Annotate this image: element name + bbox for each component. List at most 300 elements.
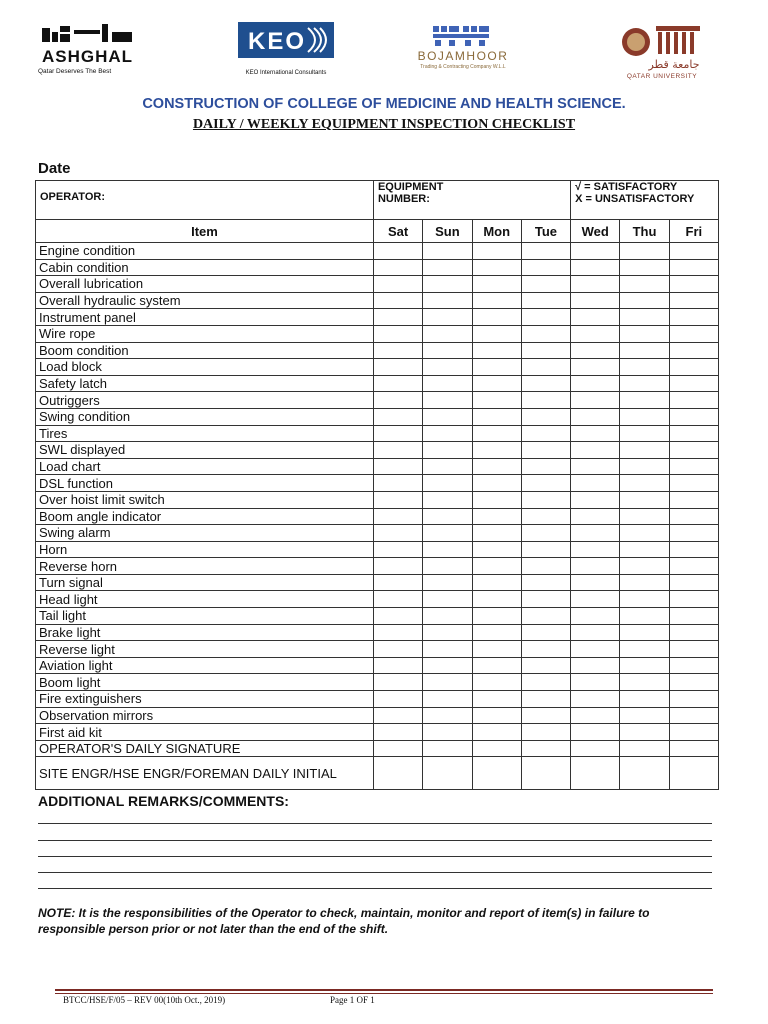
check-cell[interactable] [620, 359, 669, 376]
check-cell[interactable] [571, 641, 620, 658]
check-cell[interactable] [423, 325, 472, 342]
table-row [36, 475, 719, 492]
check-cell[interactable] [620, 724, 669, 741]
document-subtitle: DAILY / WEEKLY EQUIPMENT INSPECTION CHECKLIST [192, 117, 576, 132]
check-cell[interactable] [620, 276, 669, 293]
check-cell[interactable] [571, 757, 620, 790]
check-cell[interactable] [373, 541, 422, 558]
check-cell[interactable] [669, 259, 718, 276]
check-cell[interactable] [373, 292, 422, 309]
checklist-item-label: Aviation light [36, 657, 374, 674]
check-cell[interactable] [571, 624, 620, 641]
check-cell[interactable] [423, 442, 472, 459]
check-cell[interactable] [669, 458, 718, 475]
check-cell[interactable] [669, 359, 718, 376]
check-cell[interactable] [373, 757, 422, 790]
check-cell[interactable] [472, 558, 521, 575]
check-cell[interactable] [571, 292, 620, 309]
check-cell[interactable] [472, 309, 521, 326]
check-cell[interactable] [521, 674, 570, 691]
ashghal-tagline: Qatar Deserves The Best [38, 68, 112, 75]
check-cell[interactable] [521, 458, 570, 475]
keo-mark-icon [238, 22, 334, 58]
check-cell[interactable] [373, 707, 422, 724]
check-cell[interactable] [423, 591, 472, 608]
table-row [36, 724, 719, 741]
check-cell[interactable] [423, 657, 472, 674]
check-cell[interactable] [620, 325, 669, 342]
check-cell[interactable] [423, 243, 472, 260]
check-cell[interactable] [373, 608, 422, 625]
check-cell[interactable] [620, 442, 669, 459]
check-cell[interactable] [373, 657, 422, 674]
table-row [36, 674, 719, 691]
check-cell[interactable] [669, 657, 718, 674]
check-cell[interactable] [373, 259, 422, 276]
check-cell[interactable] [423, 392, 472, 409]
check-cell[interactable] [669, 475, 718, 492]
check-cell[interactable] [373, 342, 422, 359]
check-cell[interactable] [472, 292, 521, 309]
table-row [36, 574, 719, 591]
checklist-item-label: Tail light [36, 608, 374, 625]
check-cell[interactable] [620, 757, 669, 790]
check-cell[interactable] [521, 641, 570, 658]
checklist-item-label: Instrument panel [36, 309, 374, 326]
check-cell[interactable] [521, 425, 570, 442]
check-cell[interactable] [423, 641, 472, 658]
equipment-number-field[interactable] [373, 181, 570, 220]
check-cell[interactable] [571, 574, 620, 591]
check-cell[interactable] [571, 442, 620, 459]
checklist-item-label: Fire extinguishers [36, 691, 374, 708]
check-cell[interactable] [571, 591, 620, 608]
table-row [36, 375, 719, 392]
check-cell[interactable] [521, 342, 570, 359]
check-cell[interactable] [373, 425, 422, 442]
check-cell[interactable] [521, 309, 570, 326]
check-cell[interactable] [620, 608, 669, 625]
check-cell[interactable] [373, 591, 422, 608]
check-cell[interactable] [373, 392, 422, 409]
check-cell[interactable] [472, 425, 521, 442]
check-cell[interactable] [373, 724, 422, 741]
check-cell[interactable] [669, 375, 718, 392]
check-cell[interactable] [620, 591, 669, 608]
check-cell[interactable] [423, 558, 472, 575]
check-cell[interactable] [669, 243, 718, 260]
check-cell[interactable] [571, 724, 620, 741]
checklist-item-label: Safety latch [36, 375, 374, 392]
check-cell[interactable] [521, 624, 570, 641]
check-cell[interactable] [521, 525, 570, 542]
checklist-item-label: Turn signal [36, 574, 374, 591]
check-cell[interactable] [521, 375, 570, 392]
check-cell[interactable] [571, 408, 620, 425]
check-cell[interactable] [571, 342, 620, 359]
check-cell[interactable] [571, 359, 620, 376]
check-cell[interactable] [423, 342, 472, 359]
check-cell[interactable] [472, 491, 521, 508]
bojamhoor-tagline: Trading & Contracting Company W.L.L [420, 64, 506, 70]
table-row [36, 259, 719, 276]
check-cell[interactable] [423, 359, 472, 376]
check-cell[interactable] [373, 442, 422, 459]
check-cell[interactable] [423, 707, 472, 724]
svg-text:KEO: KEO [248, 28, 307, 55]
check-cell[interactable] [472, 325, 521, 342]
remarks-line[interactable] [38, 823, 712, 824]
legend-cell [571, 181, 719, 220]
check-cell[interactable] [472, 276, 521, 293]
check-cell[interactable] [669, 508, 718, 525]
check-cell[interactable] [571, 707, 620, 724]
keo-logo [238, 22, 334, 92]
day-header-row [36, 220, 719, 243]
check-cell[interactable] [373, 475, 422, 492]
check-cell[interactable] [571, 657, 620, 674]
check-cell[interactable] [423, 691, 472, 708]
check-cell[interactable] [521, 558, 570, 575]
check-cell[interactable] [571, 458, 620, 475]
check-cell[interactable] [620, 624, 669, 641]
date-label: Date [38, 160, 71, 177]
checklist-item-label: Swing condition [36, 408, 374, 425]
check-cell[interactable] [669, 276, 718, 293]
operator-field[interactable] [36, 181, 374, 220]
table-header-row [36, 181, 719, 220]
check-cell[interactable] [373, 458, 422, 475]
table-row [36, 740, 719, 757]
remarks-line[interactable] [38, 872, 712, 873]
check-cell[interactable] [423, 259, 472, 276]
check-cell[interactable] [571, 525, 620, 542]
check-cell[interactable] [521, 574, 570, 591]
check-cell[interactable] [669, 757, 718, 790]
check-cell[interactable] [521, 591, 570, 608]
check-cell[interactable] [521, 608, 570, 625]
check-cell[interactable] [571, 276, 620, 293]
check-cell[interactable] [423, 375, 472, 392]
check-cell[interactable] [620, 558, 669, 575]
check-cell[interactable] [373, 325, 422, 342]
check-cell[interactable] [472, 458, 521, 475]
check-cell[interactable] [472, 591, 521, 608]
check-cell[interactable] [521, 724, 570, 741]
check-cell[interactable] [571, 392, 620, 409]
check-cell[interactable] [571, 375, 620, 392]
check-cell[interactable] [423, 475, 472, 492]
check-cell[interactable] [620, 458, 669, 475]
checklist-item-label: Wire rope [36, 325, 374, 342]
table-row [36, 591, 719, 608]
check-cell[interactable] [423, 276, 472, 293]
page-number: Page 1 OF 1 [330, 995, 375, 1005]
checklist-item-label: Boom condition [36, 342, 374, 359]
check-cell[interactable] [620, 375, 669, 392]
check-cell[interactable] [669, 309, 718, 326]
check-cell[interactable] [669, 292, 718, 309]
check-cell[interactable] [521, 442, 570, 459]
check-cell[interactable] [423, 674, 472, 691]
check-cell[interactable] [571, 608, 620, 625]
svg-text:ASHGHAL: ASHGHAL [42, 47, 134, 66]
check-cell[interactable] [571, 674, 620, 691]
check-cell[interactable] [521, 259, 570, 276]
check-cell[interactable] [521, 541, 570, 558]
check-cell[interactable] [620, 707, 669, 724]
check-cell[interactable] [521, 491, 570, 508]
check-cell[interactable] [571, 491, 620, 508]
check-cell[interactable] [620, 674, 669, 691]
check-cell[interactable] [423, 491, 472, 508]
check-cell[interactable] [423, 425, 472, 442]
check-cell[interactable] [521, 508, 570, 525]
check-cell[interactable] [373, 740, 422, 757]
check-cell[interactable] [373, 359, 422, 376]
table-row [36, 392, 719, 409]
check-cell[interactable] [423, 757, 472, 790]
checklist-item-label: Swing alarm [36, 525, 374, 542]
item-header: Item [36, 220, 374, 243]
check-cell[interactable] [669, 442, 718, 459]
check-cell[interactable] [373, 309, 422, 326]
check-cell[interactable] [521, 292, 570, 309]
checklist-item-label: Load block [36, 359, 374, 376]
check-cell[interactable] [472, 442, 521, 459]
check-cell[interactable] [521, 408, 570, 425]
checklist-item-label: First aid kit [36, 724, 374, 741]
check-cell[interactable] [620, 408, 669, 425]
table-row [36, 707, 719, 724]
check-cell[interactable] [669, 425, 718, 442]
day-header: Thu [620, 220, 669, 243]
check-cell[interactable] [669, 691, 718, 708]
check-cell[interactable] [373, 243, 422, 260]
check-cell[interactable] [373, 558, 422, 575]
check-cell[interactable] [571, 740, 620, 757]
check-cell[interactable] [620, 243, 669, 260]
equipment-label-line2: NUMBER: [377, 193, 430, 205]
check-cell[interactable] [373, 691, 422, 708]
check-cell[interactable] [472, 541, 521, 558]
check-cell[interactable] [472, 392, 521, 409]
check-cell[interactable] [373, 408, 422, 425]
check-cell[interactable] [423, 525, 472, 542]
checklist-item-label: OPERATOR'S DAILY SIGNATURE [36, 740, 374, 757]
check-cell[interactable] [669, 707, 718, 724]
table-row [36, 608, 719, 625]
ashghal-mark-icon [38, 22, 138, 70]
check-cell[interactable] [571, 541, 620, 558]
check-cell[interactable] [620, 641, 669, 658]
table-row [36, 757, 719, 790]
checklist-item-label: Tires [36, 425, 374, 442]
check-cell[interactable] [620, 574, 669, 591]
check-cell[interactable] [571, 243, 620, 260]
check-cell[interactable] [472, 259, 521, 276]
check-cell[interactable] [423, 724, 472, 741]
table-row [36, 342, 719, 359]
check-cell[interactable] [472, 724, 521, 741]
check-cell[interactable] [521, 657, 570, 674]
check-cell[interactable] [669, 608, 718, 625]
check-cell[interactable] [472, 342, 521, 359]
checklist-item-label: DSL function [36, 475, 374, 492]
day-header: Tue [521, 220, 570, 243]
check-cell[interactable] [472, 641, 521, 658]
check-cell[interactable] [472, 757, 521, 790]
check-cell[interactable] [620, 425, 669, 442]
check-cell[interactable] [472, 243, 521, 260]
table-row [36, 541, 719, 558]
table-row [36, 624, 719, 641]
check-cell[interactable] [571, 558, 620, 575]
table-row [36, 508, 719, 525]
check-cell[interactable] [620, 541, 669, 558]
check-cell[interactable] [620, 342, 669, 359]
check-cell[interactable] [669, 674, 718, 691]
check-cell[interactable] [571, 691, 620, 708]
check-cell[interactable] [571, 325, 620, 342]
check-cell[interactable] [669, 641, 718, 658]
table-row [36, 691, 719, 708]
check-cell[interactable] [373, 525, 422, 542]
table-row [36, 425, 719, 442]
check-cell[interactable] [373, 624, 422, 641]
check-cell[interactable] [669, 325, 718, 342]
table-row [36, 325, 719, 342]
check-cell[interactable] [571, 475, 620, 492]
logo-bar [0, 22, 768, 92]
table-row [36, 657, 719, 674]
check-cell[interactable] [620, 392, 669, 409]
check-cell[interactable] [521, 691, 570, 708]
bojamhoor-mark-icon [408, 22, 518, 62]
check-cell[interactable] [423, 608, 472, 625]
check-cell[interactable] [669, 724, 718, 741]
check-cell[interactable] [669, 574, 718, 591]
check-cell[interactable] [472, 475, 521, 492]
svg-text:BOJAMHOOR: BOJAMHOOR [417, 49, 509, 62]
check-cell[interactable] [423, 624, 472, 641]
check-cell[interactable] [620, 508, 669, 525]
check-cell[interactable] [571, 259, 620, 276]
check-cell[interactable] [521, 243, 570, 260]
check-cell[interactable] [472, 574, 521, 591]
check-cell[interactable] [423, 458, 472, 475]
check-cell[interactable] [423, 574, 472, 591]
check-cell[interactable] [620, 740, 669, 757]
check-cell[interactable] [472, 740, 521, 757]
check-cell[interactable] [571, 508, 620, 525]
check-cell[interactable] [423, 292, 472, 309]
check-cell[interactable] [472, 691, 521, 708]
qatar-university-logo [612, 22, 712, 92]
checklist-item-label: Horn [36, 541, 374, 558]
day-header: Mon [472, 220, 521, 243]
table-row [36, 243, 719, 260]
check-cell[interactable] [620, 525, 669, 542]
check-cell[interactable] [472, 375, 521, 392]
bojamhoor-logo [408, 22, 518, 92]
check-cell[interactable] [472, 707, 521, 724]
checklist-item-label: Boom light [36, 674, 374, 691]
check-cell[interactable] [669, 591, 718, 608]
inspection-checklist-table [35, 180, 719, 790]
check-cell[interactable] [521, 276, 570, 293]
remarks-line[interactable] [38, 840, 712, 841]
check-cell[interactable] [521, 359, 570, 376]
check-cell[interactable] [521, 475, 570, 492]
check-cell[interactable] [620, 491, 669, 508]
check-cell[interactable] [472, 525, 521, 542]
check-cell[interactable] [669, 342, 718, 359]
legend-unsatisfactory: X = UNSATISFACTORY [575, 193, 695, 205]
table-row [36, 408, 719, 425]
check-cell[interactable] [423, 740, 472, 757]
check-cell[interactable] [373, 641, 422, 658]
check-cell[interactable] [521, 325, 570, 342]
check-cell[interactable] [620, 475, 669, 492]
qatar-university-mark-icon [612, 22, 712, 80]
check-cell[interactable] [521, 707, 570, 724]
check-cell[interactable] [571, 425, 620, 442]
check-cell[interactable] [521, 757, 570, 790]
check-cell[interactable] [620, 657, 669, 674]
check-cell[interactable] [423, 541, 472, 558]
check-cell[interactable] [423, 408, 472, 425]
check-cell[interactable] [423, 508, 472, 525]
document-title: CONSTRUCTION OF COLLEGE OF MEDICINE AND HEALTH SCIENCE. [142, 96, 626, 112]
check-cell[interactable] [669, 541, 718, 558]
check-cell[interactable] [373, 508, 422, 525]
check-cell[interactable] [620, 691, 669, 708]
check-cell[interactable] [669, 624, 718, 641]
check-cell[interactable] [472, 657, 521, 674]
check-cell[interactable] [472, 508, 521, 525]
check-cell[interactable] [373, 375, 422, 392]
check-cell[interactable] [521, 740, 570, 757]
check-cell[interactable] [472, 674, 521, 691]
item-rows [36, 243, 719, 790]
check-cell[interactable] [373, 674, 422, 691]
check-cell[interactable] [472, 359, 521, 376]
check-cell[interactable] [571, 309, 620, 326]
check-cell[interactable] [373, 276, 422, 293]
table-row [36, 292, 719, 309]
check-cell[interactable] [423, 309, 472, 326]
check-cell[interactable] [669, 525, 718, 542]
remarks-line[interactable] [38, 856, 712, 857]
check-cell[interactable] [620, 259, 669, 276]
check-cell[interactable] [521, 392, 570, 409]
check-cell[interactable] [373, 491, 422, 508]
check-cell[interactable] [669, 408, 718, 425]
check-cell[interactable] [472, 408, 521, 425]
day-header: Fri [669, 220, 718, 243]
check-cell[interactable] [472, 624, 521, 641]
check-cell[interactable] [669, 491, 718, 508]
check-cell[interactable] [472, 608, 521, 625]
check-cell[interactable] [620, 309, 669, 326]
check-cell[interactable] [669, 392, 718, 409]
check-cell[interactable] [669, 740, 718, 757]
check-cell[interactable] [373, 574, 422, 591]
check-cell[interactable] [620, 292, 669, 309]
check-cell[interactable] [669, 558, 718, 575]
remarks-line[interactable] [38, 888, 712, 889]
